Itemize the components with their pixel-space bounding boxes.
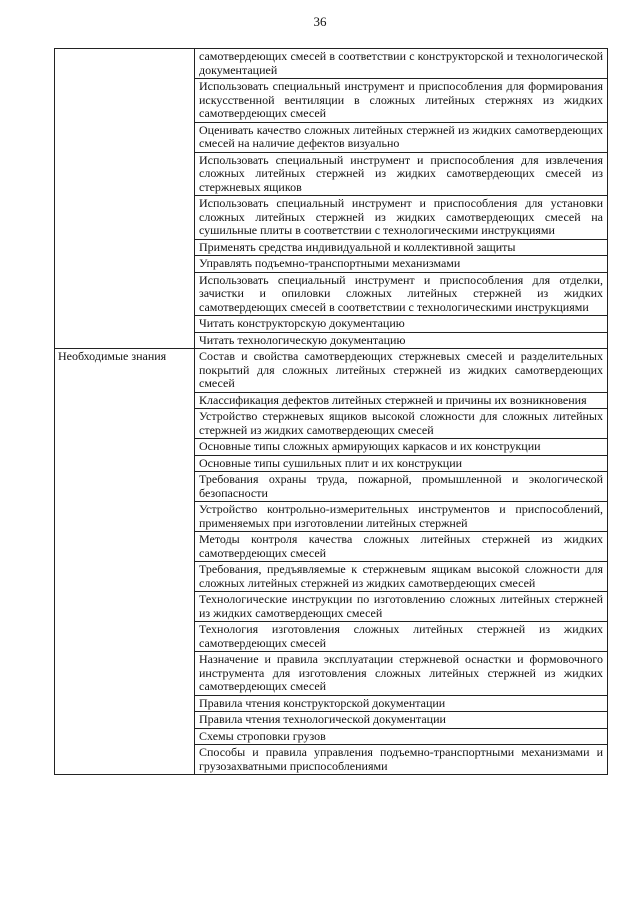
knowledge-item: Назначение и правила эксплуатации стержневой оснастки и формовочного инструмента для изготовления сложных литейных стержней из жидких самотвердеющих смесей bbox=[195, 652, 607, 696]
skill-item: Использовать специальный инструмент и приспособления для установки сложных литейных стержней из жидких самотвердеющих смесей на сушильные плиты в соответствии с технологическими инструкциями bbox=[195, 196, 607, 240]
skill-item: Применять средства индивидуальной и коллективной защиты bbox=[195, 240, 607, 257]
knowledge-item: Устройство контрольно-измерительных инструментов и приспособлений, применяемых при изготовлении литейных стержней bbox=[195, 502, 607, 532]
skill-item: Использовать специальный инструмент и приспособления для отделки, зачистки и опиловки сложных литейных стержней из жидких самотвердеющих смесей в соответствии с технологическими инструкциями bbox=[195, 273, 607, 317]
knowledge-item: Способы и правила управления подъемно-транспортными механизмами и грузозахватными приспособлениями bbox=[199, 745, 603, 773]
knowledge-label: Необходимые знания bbox=[58, 349, 167, 363]
knowledge-item: Технология изготовления сложных литейных стержней из жидких самотвердеющих смесей bbox=[195, 622, 607, 652]
skill-item: самотвердеющих смесей в соответствии с конструкторской и технологической документацией bbox=[195, 49, 607, 79]
knowledge-item: Требования охраны труда, пожарной, промышленной и экологической безопасности bbox=[195, 472, 607, 502]
knowledge-label-cell bbox=[55, 349, 195, 775]
knowledge-item: Состав и свойства самотвердеющих стержневых смесей и разделительных покрытий для сложных литейных стержней из жидких самотвердеющих смесей bbox=[195, 349, 607, 393]
knowledge-item: Основные типы сушильных плит и их конструкции bbox=[195, 456, 607, 473]
knowledge-item: Методы контроля качества сложных литейных стержней из жидких самотвердеющих смесей bbox=[195, 532, 607, 562]
knowledge-list bbox=[195, 349, 608, 775]
skills-label-cell bbox=[55, 49, 195, 349]
skill-item: Управлять подъемно-транспортными механизмами bbox=[195, 256, 607, 273]
knowledge-item: Основные типы сложных армирующих каркасов и их конструкции bbox=[195, 439, 607, 456]
skill-item: Оценивать качество сложных литейных стержней из жидких самотвердеющих смесей на наличие дефектов визуально bbox=[195, 123, 607, 153]
skill-item: Читать технологическую документацию bbox=[199, 332, 406, 347]
skills-row bbox=[55, 49, 608, 349]
knowledge-item: Правила чтения технологической документации bbox=[195, 712, 607, 729]
knowledge-item: Классификация дефектов литейных стержней и причины их возникновения bbox=[195, 393, 607, 410]
skill-item: Использовать специальный инструмент и приспособления для формирования искусственной вентиляции в сложных литейных стержнях из жидких самотвердеющих смесей bbox=[195, 79, 607, 123]
skill-item: Читать конструкторскую документацию bbox=[195, 316, 607, 333]
knowledge-item: Требования, предъявляемые к стержневым ящикам высокой сложности для сложных литейных стержней из жидких самотвердеющих смесей bbox=[195, 562, 607, 592]
page-number: 36 bbox=[313, 14, 327, 29]
knowledge-item: Правила чтения конструкторской документации bbox=[195, 696, 607, 713]
requirements-table bbox=[54, 48, 608, 775]
skill-item: Использовать специальный инструмент и приспособления для извлечения сложных литейных стержней из жидких самотвердеющих смесей из стержневых ящиков bbox=[195, 153, 607, 197]
knowledge-item: Устройство стержневых ящиков высокой сложности для сложных литейных стержней из жидких самотвердеющих смесей bbox=[195, 409, 607, 439]
skills-list bbox=[195, 49, 608, 349]
knowledge-item: Технологические инструкции по изготовлению сложных литейных стержней из жидких самотвердеющих смесей bbox=[195, 592, 607, 622]
knowledge-row bbox=[55, 349, 608, 775]
knowledge-item: Схемы строповки грузов bbox=[195, 729, 607, 746]
